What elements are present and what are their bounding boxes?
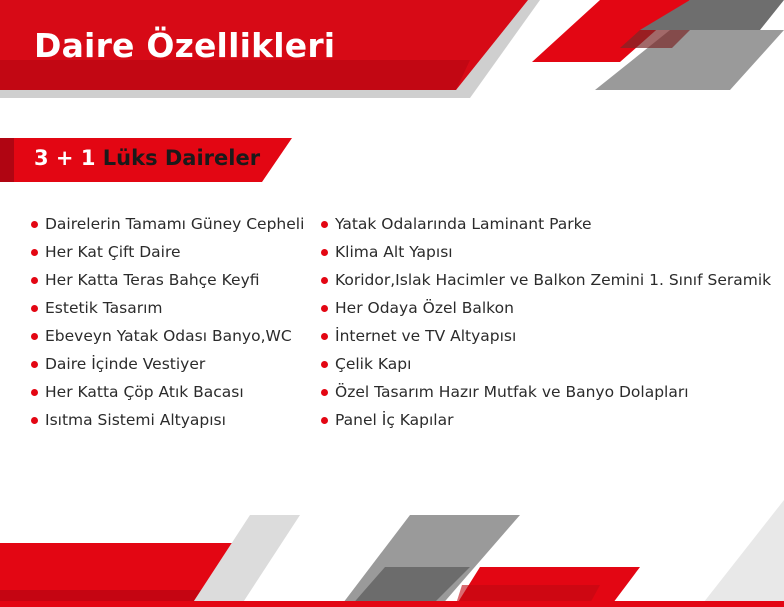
list-item: Daire İçinde Vestiyer <box>31 350 304 378</box>
bullet-icon <box>31 249 38 256</box>
list-item: Her Katta Teras Bahçe Keyfi <box>31 266 304 294</box>
feature-list-left <box>31 210 304 434</box>
bullet-icon <box>321 389 328 396</box>
list-item: Her Kat Çift Daire <box>31 238 304 266</box>
bullet-icon <box>31 389 38 396</box>
bullet-icon <box>321 361 328 368</box>
page-title: Daire Özellikleri <box>34 26 336 65</box>
feature-list-right <box>321 210 771 434</box>
bullet-icon <box>321 221 328 228</box>
list-item: Koridor,Islak Hacimler ve Balkon Zemini 1. Sınıf Seramik <box>321 266 771 294</box>
list-item: Klima Alt Yapısı <box>321 238 771 266</box>
bullet-icon <box>321 249 328 256</box>
bullet-icon <box>31 361 38 368</box>
bullet-icon <box>31 333 38 340</box>
bottom-red-line <box>0 601 784 607</box>
bullet-icon <box>321 417 328 424</box>
list-item: Yatak Odalarında Laminant Parke <box>321 210 771 238</box>
bullet-icon <box>31 277 38 284</box>
list-item: Panel İç Kapılar <box>321 406 771 434</box>
list-item: Estetik Tasarım <box>31 294 304 322</box>
list-item: Çelik Kapı <box>321 350 771 378</box>
list-item: Ebeveyn Yatak Odası Banyo,WC <box>31 322 304 350</box>
list-item: Dairelerin Tamamı Güney Cepheli <box>31 210 304 238</box>
subtitle-number: 3 + 1 <box>34 146 96 170</box>
list-item: Her Odaya Özel Balkon <box>321 294 771 322</box>
subtitle-left-notch <box>0 138 14 182</box>
bullet-icon <box>31 417 38 424</box>
bullet-icon <box>321 333 328 340</box>
subtitle <box>34 146 260 170</box>
subtitle-label: Lüks Daireler <box>102 146 261 170</box>
bottom-right-light-shape <box>700 500 784 607</box>
bullet-icon <box>31 221 38 228</box>
list-item: İnternet ve TV Altyapısı <box>321 322 771 350</box>
list-item: Özel Tasarım Hazır Mutfak ve Banyo Dolapları <box>321 378 771 406</box>
list-item: Isıtma Sistemi Altyapısı <box>31 406 304 434</box>
bullet-icon <box>321 305 328 312</box>
bullet-icon <box>31 305 38 312</box>
list-item: Her Katta Çöp Atık Bacası <box>31 378 304 406</box>
bullet-icon <box>321 277 328 284</box>
